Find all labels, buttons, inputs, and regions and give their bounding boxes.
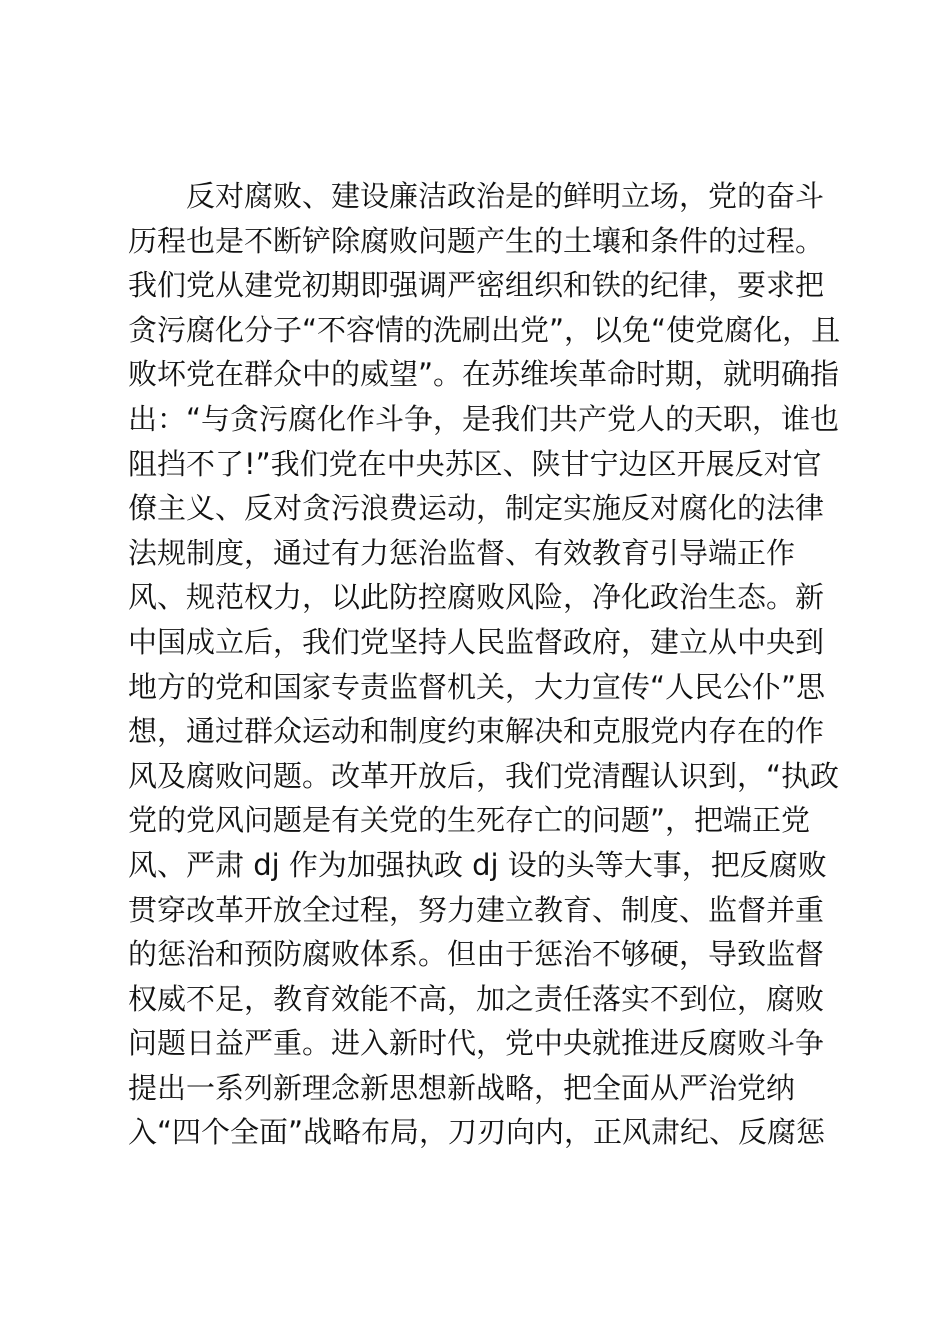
paragraph-line: 想，通过群众运动和制度约束解决和克服党内存在的作 [128, 714, 825, 749]
paragraph-line: 风、严肃 dj 作为加强执政 dj 设的头等大事，把反腐败 [128, 847, 827, 882]
paragraph-line: 我们党从建党初期即强调严密组织和铁的纪律，要求把 [128, 268, 825, 303]
paragraph-line: 的惩治和预防腐败体系。但由于惩治不够硬，导致监督 [128, 937, 825, 972]
paragraph-line: 提出一系列新理念新思想新战略，把全面从严治党纳 [128, 1070, 796, 1105]
paragraph-line: 入“四个全面”战略布局，刀刃向内，正风肃纪、反腐惩 [128, 1115, 826, 1150]
paragraph-line: 阻挡不了!”我们党在中央苏区、陕甘宁边区开展反对官 [128, 446, 822, 481]
body-paragraph [128, 174, 848, 1155]
paragraph-line: 历程也是不断铲除腐败问题产生的土壤和条件的过程。 [128, 223, 825, 258]
paragraph-line: 僚主义、反对贪污浪费运动，制定实施反对腐化的法律 [128, 491, 825, 526]
paragraph-line: 贯穿改革开放全过程，努力建立教育、制度、监督并重 [128, 892, 825, 927]
paragraph-line: 法规制度，通过有力惩治监督、有效教育引导端正作 [128, 535, 796, 570]
paragraph-line: 风、规范权力，以此防控腐败风险，净化政治生态。新 [128, 580, 825, 615]
paragraph-line: 中国成立后，我们党坚持人民监督政府，建立从中央到 [128, 624, 825, 659]
paragraph-line: 问题日益严重。进入新时代，党中央就推进反腐败斗争 [128, 1026, 825, 1061]
paragraph-line: 风及腐败问题。改革开放后，我们党清醒认识到，“执政 [128, 758, 840, 793]
paragraph-line: 败坏党在群众中的威望”。在苏维埃革命时期，就明确指 [128, 357, 840, 392]
paragraph-line: 反对腐败、建设廉洁政治是的鲜明立场，党的奋斗 [186, 179, 825, 213]
paragraph-line: 出：“与贪污腐化作斗争，是我们共产党人的天职，谁也 [128, 401, 840, 436]
paragraph-line: 权威不足，教育效能不高，加之责任落实不到位，腐败 [128, 981, 825, 1016]
paragraph-line: 地方的党和国家专责监督机关，大力宣传“人民公仆”思 [128, 669, 826, 704]
paragraph-line: 贪污腐化分子“不容情的洗刷出党”，以免“使党腐化，且 [128, 312, 841, 347]
paragraph-line: 党的党风问题是有关党的生死存亡的问题”，把端正党 [128, 803, 811, 838]
